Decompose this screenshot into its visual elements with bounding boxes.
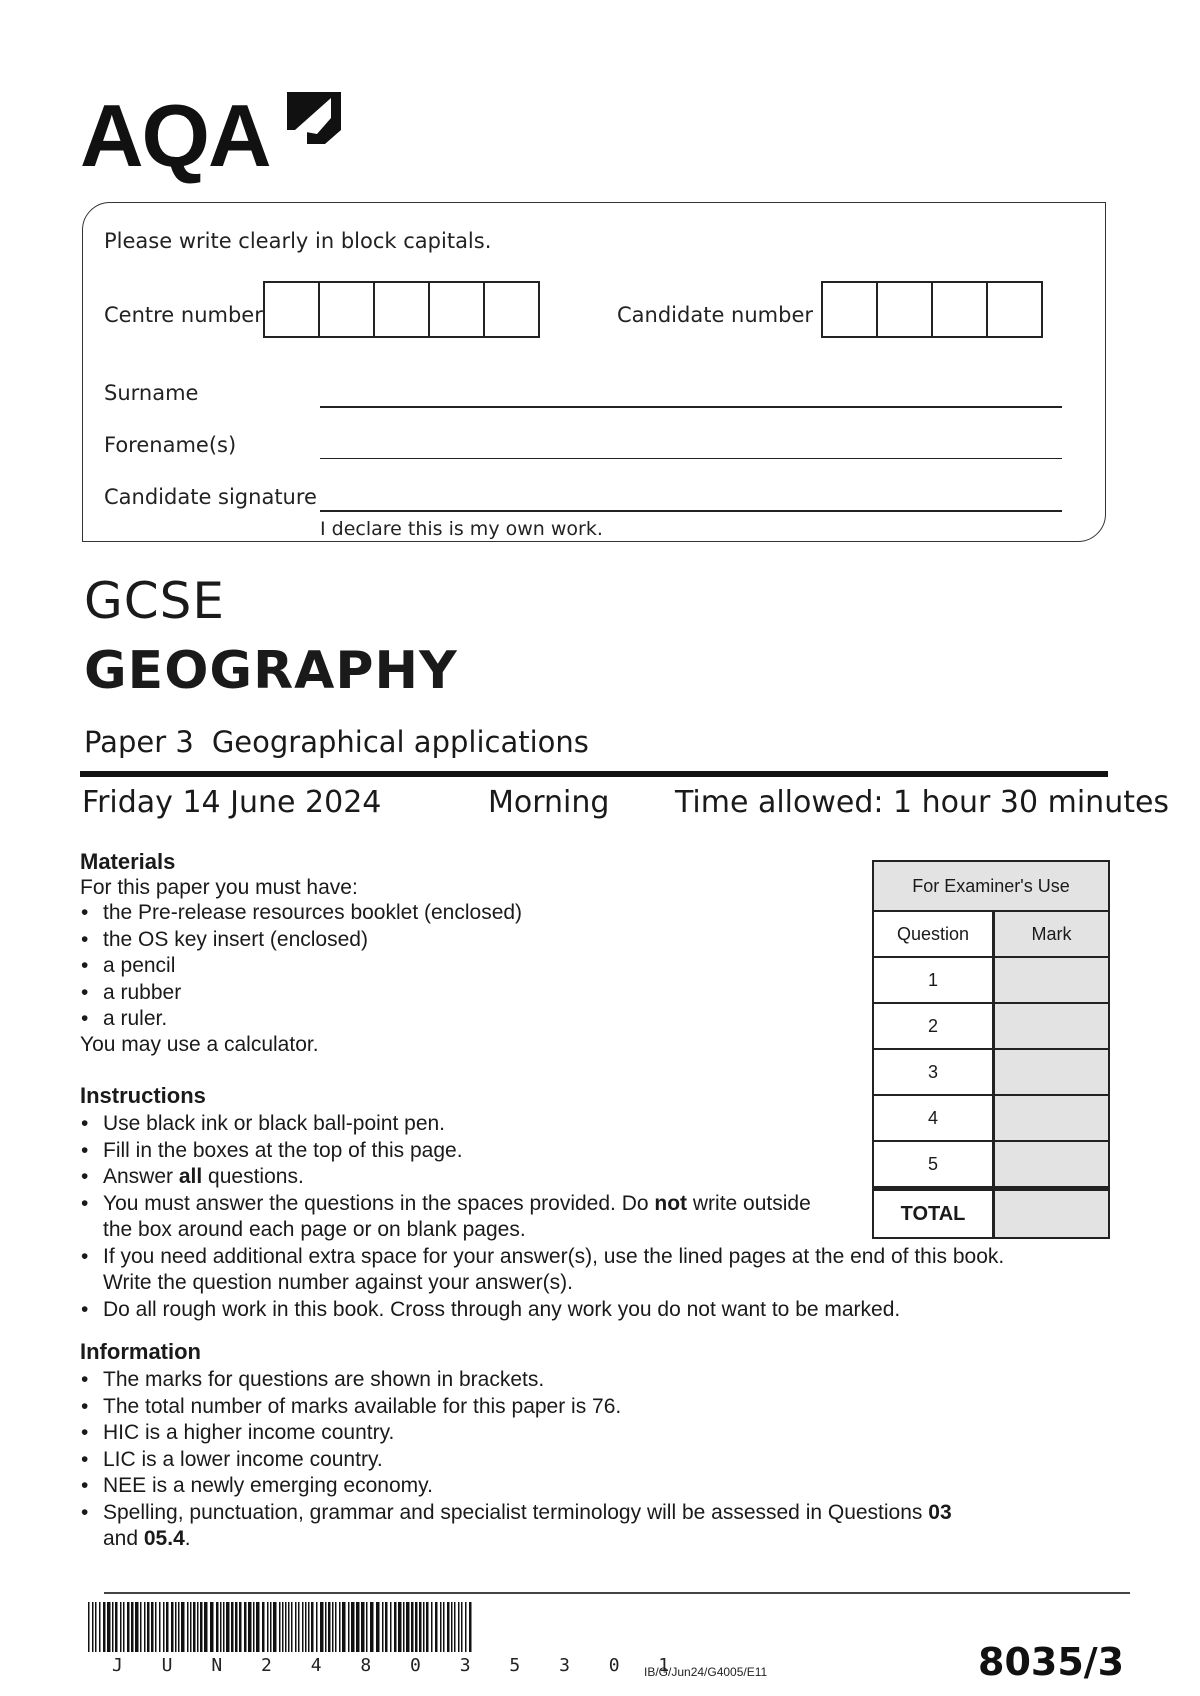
instructions-heading: Instructions [80, 1083, 206, 1108]
barcode-bar [200, 1602, 203, 1652]
reference-code: IB/G/Jun24/G4005/E11 [644, 1665, 768, 1679]
centre-number-digit[interactable] [428, 281, 485, 338]
barcode-bar [302, 1602, 304, 1652]
barcode-bar [178, 1602, 180, 1652]
barcode-bar [406, 1602, 410, 1652]
aqa-leaf-icon [285, 90, 343, 146]
barcode-bar [135, 1602, 139, 1652]
barcode-bar [216, 1602, 219, 1652]
barcode-bar [107, 1602, 111, 1652]
mark-cell [995, 958, 1108, 1002]
barcode-bar [144, 1602, 146, 1652]
barcode-bar [248, 1602, 252, 1652]
barcode-bar [443, 1602, 445, 1652]
mark-cell [995, 1096, 1108, 1140]
list-item: • Fill in the boxes at the top of this page. [80, 1138, 1120, 1165]
list-item: • the OS key insert (enclosed) [80, 927, 860, 954]
barcode-bar [366, 1602, 368, 1652]
materials-list [80, 900, 860, 1033]
question-number: 5 [874, 1142, 995, 1186]
barcode-bar [210, 1602, 214, 1652]
list-item: • a pencil [80, 953, 860, 980]
barcode-bar [356, 1602, 360, 1652]
question-number: 4 [874, 1096, 995, 1140]
declaration-text: I declare this is my own work. [320, 518, 603, 540]
barcode-bar [282, 1602, 284, 1652]
list-item: • a rubber [80, 980, 860, 1007]
barcode-bar [376, 1602, 380, 1652]
barcode-bar [127, 1602, 130, 1652]
list-item: • The marks for questions are shown in brackets. [80, 1367, 1120, 1394]
barcode-bar [151, 1602, 154, 1652]
barcode-bar [175, 1602, 177, 1652]
barcode-bar [431, 1602, 433, 1652]
logo-text: AQA [80, 86, 270, 185]
barcode-bar [339, 1602, 341, 1652]
signature-label: Candidate signature [104, 485, 317, 509]
list-item: • HIC is a higher income country. [80, 1420, 1120, 1447]
table-row [874, 1050, 1108, 1096]
barcode [86, 1602, 476, 1654]
question-number: 2 [874, 1004, 995, 1048]
materials-heading: Materials [80, 849, 176, 874]
barcode-bar [190, 1602, 192, 1652]
exam-session: Morning [488, 785, 610, 820]
subject-title: GEOGRAPHY [84, 641, 458, 701]
list-item: • LIC is a lower income country. [80, 1447, 1120, 1474]
examiner-table-heading: For Examiner's Use [874, 862, 1108, 912]
information-section [80, 1339, 1120, 1553]
barcode-bar [325, 1602, 327, 1652]
barcode-bar [285, 1602, 287, 1652]
barcode-bar [403, 1602, 405, 1652]
materials-intro: For this paper you must have: [80, 876, 358, 899]
total-label: TOTAL [874, 1191, 995, 1237]
barcode-bar [311, 1602, 314, 1652]
barcode-bar [244, 1602, 247, 1652]
barcode-bar [226, 1602, 230, 1652]
barcode-bar [273, 1602, 277, 1652]
barcode-bar [328, 1602, 331, 1652]
list-item: • a ruler. [80, 1006, 860, 1033]
barcode-bar [163, 1602, 165, 1652]
barcode-bar [398, 1602, 402, 1652]
barcode-bar [262, 1602, 265, 1652]
barcode-bar [461, 1602, 463, 1652]
surname-label: Surname [104, 381, 199, 405]
barcode-bar [332, 1602, 334, 1652]
barcode-bar [99, 1602, 101, 1652]
barcode-bar [181, 1602, 185, 1652]
question-number: 1 [874, 958, 995, 1002]
candidate-number-digit[interactable] [876, 281, 933, 338]
signature-field[interactable] [320, 510, 1062, 512]
table-row [874, 1004, 1108, 1050]
barcode-bar [103, 1602, 106, 1652]
centre-number-digit[interactable] [373, 281, 430, 338]
question-column-header: Question [874, 912, 995, 956]
barcode-bar [426, 1602, 429, 1652]
table-row [874, 1096, 1108, 1142]
barcode-bar [193, 1602, 196, 1652]
barcode-bar [419, 1602, 422, 1652]
barcode-bar [316, 1602, 318, 1652]
list-item: • Do all rough work in this book. Cross through any work you do not want to be marked. [80, 1297, 1120, 1324]
materials-section [80, 849, 860, 1057]
candidate-number-digit[interactable] [931, 281, 988, 338]
list-item: • The total number of marks available for this paper is 76. [80, 1394, 1120, 1421]
candidate-number-label: Candidate number [617, 303, 813, 327]
barcode-bar [112, 1602, 114, 1652]
barcode-bar [295, 1602, 297, 1652]
barcode-bar [298, 1602, 300, 1652]
list-item: • You must answer the questions in the spaces provided. Do not write outside the box around each page or on blank pages. [80, 1191, 1120, 1244]
barcode-bar [423, 1602, 425, 1652]
barcode-bar [171, 1602, 174, 1652]
barcode-bar [140, 1602, 142, 1652]
list-item: • NEE is a newly emerging economy. [80, 1473, 1120, 1500]
barcode-bar [88, 1602, 90, 1652]
examiner-table-header-row [874, 912, 1108, 958]
barcode-bar [382, 1602, 384, 1652]
examiner-use-table [872, 860, 1110, 1239]
barcode-bar [197, 1602, 199, 1652]
candidate-number-boxes [823, 281, 1043, 338]
barcode-bar [385, 1602, 388, 1652]
paper-number: Paper 3 [84, 725, 194, 759]
materials-outro: You may use a calculator. [80, 1032, 319, 1056]
qualification-title: GCSE [84, 572, 225, 630]
block-capitals-instruction: Please write clearly in block capitals. [104, 229, 492, 253]
barcode-bar [447, 1602, 450, 1652]
barcode-bar [335, 1602, 337, 1652]
list-item: • Answer all questions. [80, 1164, 1120, 1191]
mark-cell [995, 1142, 1108, 1186]
centre-number-boxes [265, 281, 540, 338]
list-item: • If you need additional extra space for your answer(s), use the lined pages at the end of this book. Write the question number against your answer(s). [80, 1244, 1120, 1297]
paper-name: Geographical applications [211, 725, 589, 759]
barcode-bar [469, 1602, 472, 1652]
barcode-bar [253, 1602, 255, 1652]
title-divider [80, 771, 1108, 777]
barcode-bar [348, 1602, 350, 1652]
list-item: • Spelling, punctuation, grammar and specialist terminology will be assessed in Questions 03 and 05.4. [80, 1500, 1120, 1553]
barcode-bar [166, 1602, 169, 1652]
forenames-label: Forename(s) [104, 433, 237, 457]
centre-number-digit[interactable] [263, 281, 320, 338]
barcode-bar [411, 1602, 414, 1652]
barcode-bar [270, 1602, 272, 1652]
candidate-number-digit[interactable] [986, 281, 1043, 338]
forenames-field[interactable] [320, 458, 1062, 459]
total-mark-cell [995, 1191, 1108, 1237]
barcode-bar [147, 1602, 150, 1652]
barcode-bar [342, 1602, 346, 1652]
mark-cell [995, 1050, 1108, 1094]
barcode-bar [231, 1602, 234, 1652]
barcode-bar [351, 1602, 355, 1652]
time-allowed: Time allowed: 1 hour 30 minutes [675, 785, 1170, 820]
barcode-bar [155, 1602, 157, 1652]
paper-title [84, 725, 589, 759]
barcode-bar [115, 1602, 118, 1652]
barcode-bar [361, 1602, 365, 1652]
barcode-bar [123, 1602, 125, 1652]
barcode-bar [440, 1602, 442, 1652]
barcode-digits: J U N 2 4 8 0 3 5 3 0 1 [112, 1655, 684, 1676]
barcode-bar [204, 1602, 208, 1652]
barcode-bar [291, 1602, 293, 1652]
barcode-bar [458, 1602, 460, 1652]
question-number: 3 [874, 1050, 995, 1094]
list-item: • Use black ink or black ball-point pen. [80, 1111, 1120, 1138]
paper-code: 8035/3 [978, 1640, 1125, 1684]
barcode-bar [220, 1602, 222, 1652]
barcode-bar [235, 1602, 238, 1652]
footer-divider [104, 1592, 1130, 1594]
barcode-bar [415, 1602, 418, 1652]
barcode-bar [320, 1602, 324, 1652]
barcode-bar [223, 1602, 225, 1652]
barcode-bar [454, 1602, 456, 1652]
barcode-bar [451, 1602, 453, 1652]
surname-field[interactable] [320, 406, 1062, 408]
information-heading: Information [80, 1339, 201, 1364]
barcode-bar [92, 1602, 94, 1652]
barcode-bar [267, 1602, 269, 1652]
barcode-bar [288, 1602, 290, 1652]
exam-date: Friday 14 June 2024 [82, 785, 382, 820]
barcode-bar [120, 1602, 122, 1652]
barcode-bar [239, 1602, 242, 1652]
mark-column-header: Mark [995, 912, 1108, 956]
mark-cell [995, 1004, 1108, 1048]
barcode-bar [465, 1602, 467, 1652]
barcode-bar [394, 1602, 397, 1652]
barcode-bar [256, 1602, 260, 1652]
barcode-bar [279, 1602, 281, 1652]
list-item: • the Pre-release resources booklet (enclosed) [80, 900, 860, 927]
centre-number-label: Centre number [104, 303, 263, 327]
total-row [874, 1188, 1108, 1237]
barcode-bar [131, 1602, 134, 1652]
barcode-bar [187, 1602, 189, 1652]
aqa-logo [80, 86, 270, 185]
barcode-bar [435, 1602, 438, 1652]
barcode-bar [308, 1602, 310, 1652]
candidate-number-digit[interactable] [821, 281, 878, 338]
centre-number-digit[interactable] [483, 281, 540, 338]
information-list [80, 1367, 1120, 1553]
barcode-bar [159, 1602, 161, 1652]
table-row [874, 1142, 1108, 1188]
barcode-bar [370, 1602, 374, 1652]
table-row [874, 958, 1108, 1004]
centre-number-digit[interactable] [318, 281, 375, 338]
barcode-bar [95, 1602, 97, 1652]
barcode-bar [305, 1602, 307, 1652]
barcode-bar [390, 1602, 392, 1652]
